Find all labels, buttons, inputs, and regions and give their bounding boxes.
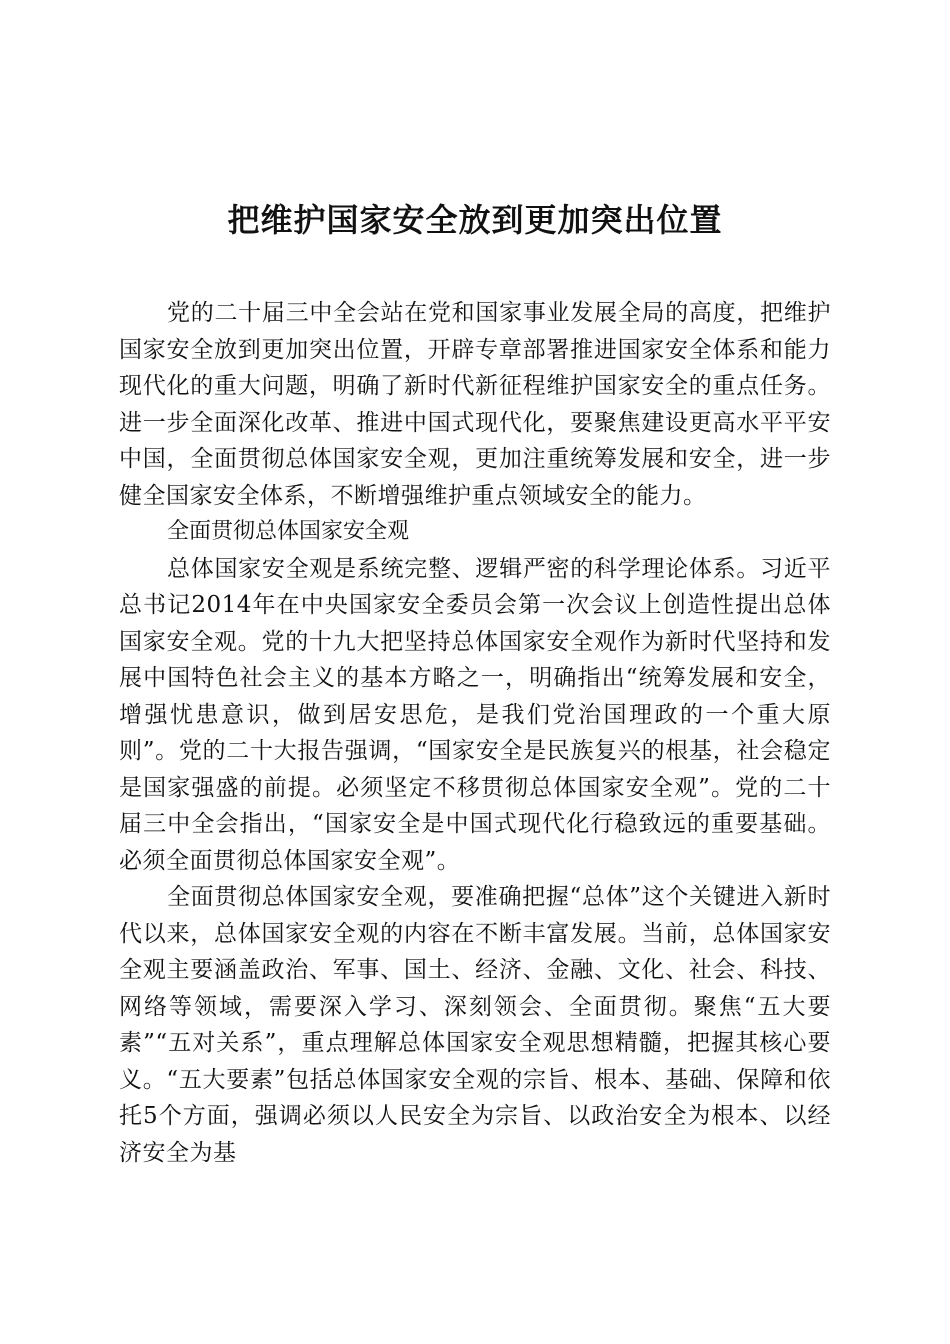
document-title: 把维护国家安全放到更加突出位置 bbox=[227, 201, 723, 239]
paragraph-intro: 党的二十届三中全会站在党和国家事业发展全局的高度，把维护国家安全放到更加突出位置，开辟专章部署推进国家安全体系和能力现代化的重大问题，明确了新时代新征程维护国家安全的重点任务。进一步全面深化改革、推进中国式现代化，要聚焦建设更高水平平安中国，全面贯彻总体国家安全观，更加注重统筹发展和安全，进一步健全国家安全体系，不断增强维护重点领域安全的能力。 bbox=[119, 300, 831, 509]
document-body bbox=[119, 295, 831, 1171]
paragraph-section1-1: 总体国家安全观是系统完整、逻辑严密的科学理论体系。习近平总书记2014年在中央国家安全委员会第一次会议上创造性提出总体国家安全观。党的十九大把坚持总体国家安全观作为新时代坚持和发展中国特色社会主义的基本方略之一，明确指出“统筹发展和安全，增强忧患意识，做到居安思危，是我们党治国理政的一个重大原则”。党的二十大报告强调，“国家安全是民族复兴的根基，社会稳定是国家强盛的前提。必须坚定不移贯彻总体国家安全观”。党的二十届三中全会指出，“国家安全是中国式现代化行稳致远的重要基础。必须全面贯彻总体国家安全观”。 bbox=[119, 555, 831, 874]
paragraph-section1-2: 全面贯彻总体国家安全观，要准确把握“总体”这个关键进入新时代以来，总体国家安全观的内容在不断丰富发展。当前，总体国家安全观主要涵盖政治、军事、国土、经济、金融、文化、社会、科技、网络等领域，需要深入学习、深刻领会、全面贯彻。聚焦“五大要素”“五对关系”，重点理解总体国家安全观思想精髓，把握其核心要义。“五大要素”包括总体国家安全观的宗旨、根本、基础、保障和依托5个方面，强调必须以人民安全为宗旨、以政治安全为根本、以经济安全为基 bbox=[119, 884, 831, 1166]
section-heading: 全面贯彻总体国家安全观 bbox=[167, 519, 410, 544]
